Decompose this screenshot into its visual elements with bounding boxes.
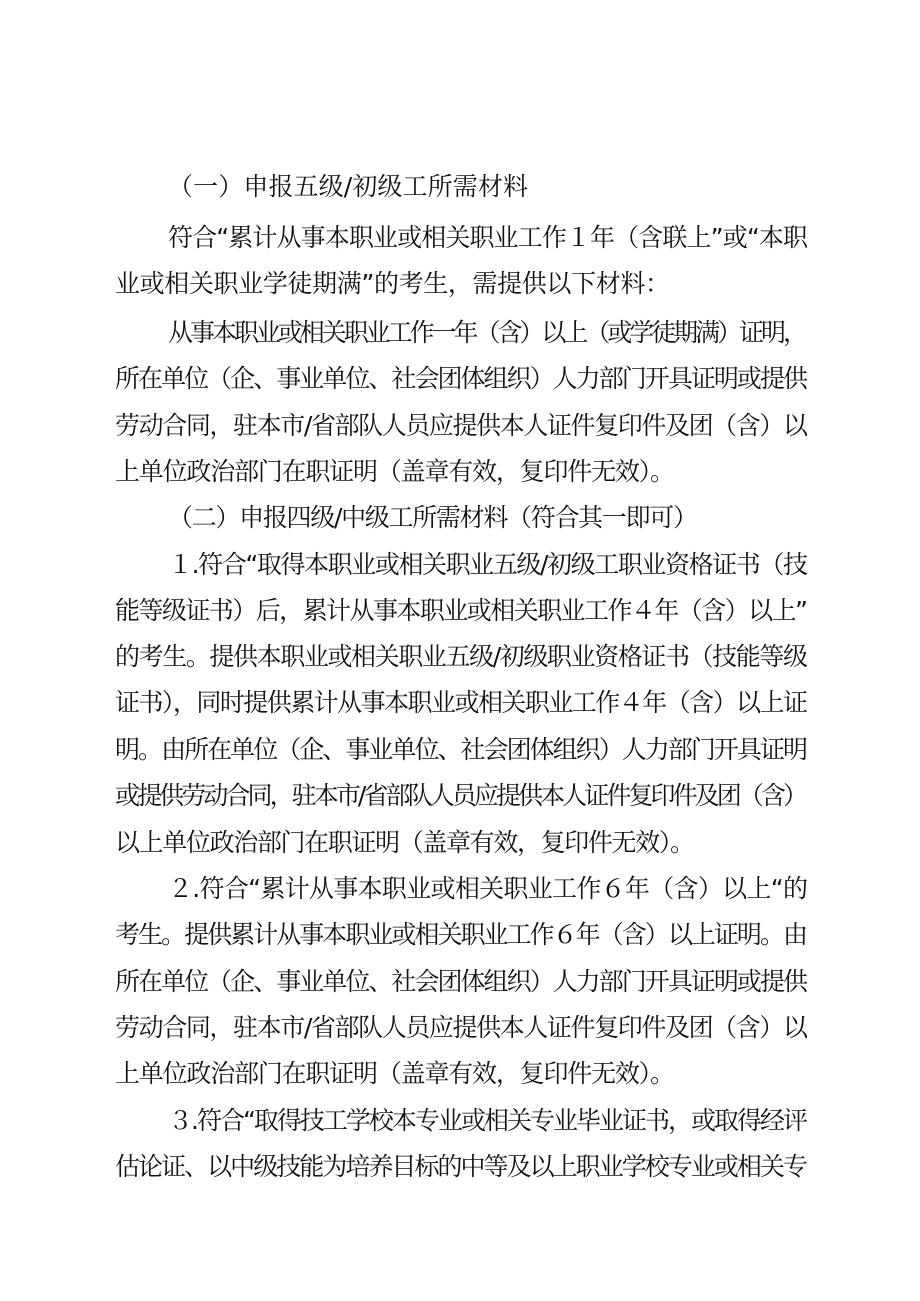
paragraph-line: 的考生。提供本职业或相关职业五级/初级职业资格证书（技能等级 xyxy=(115,642,807,671)
paragraph-line: ３.符合“取得技工学校本专业或相关专业毕业证书，或取得经评 xyxy=(168,1106,806,1135)
section-heading-level5: （一）申报五级/初级工所需材料 xyxy=(168,172,529,201)
paragraph-line: 证书），同时提供累计从事本职业或相关职业工作４年（含）以上证 xyxy=(115,688,807,717)
paragraph-line: 上单位政治部门在职证明（盖章有效，复印件无效）。 xyxy=(115,457,674,486)
paragraph-line: １.符合“取得本职业或相关职业五级/初级工职业资格证书（技 xyxy=(168,550,807,579)
paragraph-line: 能等级证书）后，累计从事本职业或相关职业工作４年（含）以上” xyxy=(115,596,807,625)
paragraph-line: 所在单位（企、事业单位、社会团体组织）人力部门开具证明或提供 xyxy=(115,364,807,393)
paragraph-line: 估论证、以中级技能为培养目标的中等及以上职业学校专业或相关专 xyxy=(115,1152,807,1181)
paragraph-line: 所在单位（企、事业单位、社会团体组织）人力部门开具证明或提供 xyxy=(115,967,807,996)
paragraph-line: 或提供劳动合同，驻本市/省部队人员应提供本人证件复印件及团（含） xyxy=(115,781,806,810)
section-heading-level4: （二）申报四级/中级工所需材料（符合其一即可） xyxy=(168,503,697,532)
paragraph-line: 从事本职业或相关职业工作一年（含）以上（或学徒期满）证明， xyxy=(168,318,805,347)
paragraph-line: 劳动合同，驻本市/省部队人员应提供本人证件复印件及团（含）以 xyxy=(115,1013,807,1042)
paragraph-line: 符合“累计从事本职业或相关职业工作１年（含联上”或“本职 xyxy=(168,223,808,252)
paragraph-line: 劳动合同，驻本市/省部队人员应提供本人证件复印件及团（含）以 xyxy=(115,411,807,440)
paragraph-line: ２.符合“累计从事本职业或相关职业工作６年（含）以上“的 xyxy=(168,874,808,903)
paragraph-line: 以上单位政治部门在职证明（盖章有效，复印件无效）。 xyxy=(115,828,694,857)
paragraph-line: 考生。提供累计从事本职业或相关职业工作６年（含）以上证明。由 xyxy=(115,920,807,949)
paragraph-line: 明。由所在单位（企、事业单位、社会团体组织）人力部门开具证明 xyxy=(115,735,807,764)
paragraph-line: 业或相关职业学徒期满”的考生，需提供以下材料： xyxy=(115,269,670,298)
paragraph-line: 上单位政治部门在职证明（盖章有效，复印件无效）。 xyxy=(115,1059,674,1088)
